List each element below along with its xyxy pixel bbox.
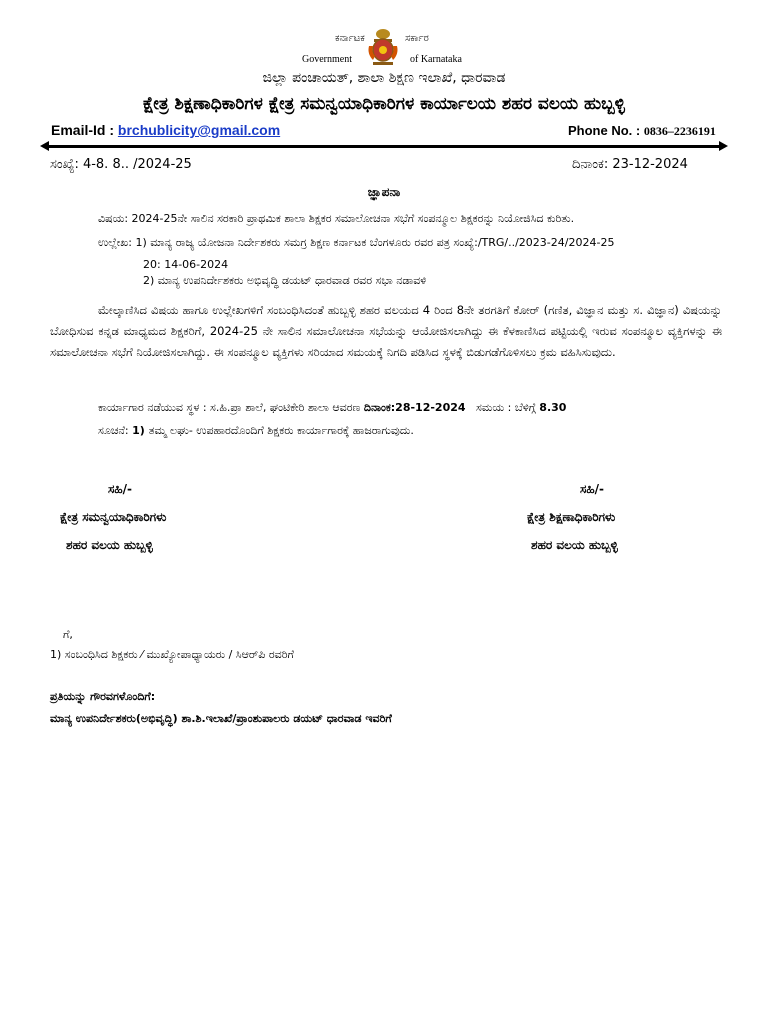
venue-line [98, 401, 566, 415]
emblem-label-kn-right: ಸರ್ಕಾರ [405, 33, 429, 44]
divider-arrow-right-icon [719, 141, 728, 151]
time-value: 8.30 [539, 401, 567, 414]
meeting-date-value: 28-12-2024 [395, 401, 466, 414]
memo-heading: ಜ್ಞಾಪನಾ [367, 185, 401, 199]
copy-label: ಪ್ರತಿಯನ್ನು ಗೌರವಗಳೊಂದಿಗೆ: [50, 690, 156, 703]
body-paragraph: ಮೇಲ್ಕಾಣಿಸಿದ ವಿಷಯ ಹಾಗೂ ಉಲ್ಲೇಖಗಳಿಗೆ ಸಂಬಂಧಿಸಿದಂತೆ ಹುಬ್ಬಳ್ಳಿ ಶಹರ ವಲಯದ 4 ರಿಂದ 8ನೇ ತರಗತಿಗೆ ಕೋರ್ (ಗಣಿತ, ವಿಜ್ಞಾನ ಮತ್ತು ಸ. ವಿಜ್ಞಾನ) ವಿಷಯನ್ನು ಬೋಧಿಸುವ ಕನ್ನಡ ಮಾಧ್ಯಮದ ಶಿಕ್ಷಕರಿಗೆ, 2024-25 ನೇ ಸಾಲಿನ ಸಮಾಲೋಚನಾ ಸಭೆಯನ್ನು ಆಯೋಜಿಸಲಾಗಿದ್ದು ಈ ಕೆಳಕಾಣಿಸಿದ ಪಟ್ಟಿಯಲ್ಲಿ ಇರುವ ಸಂಪನ್ಮೂಲ ವ್ಯಕ್ತಿಗಳನ್ನು ಈ ಸಮಾಲೋಚನಾ ಸಭೆಗೆ ನಿಯೋಜಿಸಲಾಗಿದ್ದು. ಈ ಸಂಪನ್ಮೂಲ ವ್ಯಕ್ತಿಗಳು ಸರಿಯಾದ ಸಮಯಕ್ಕೆ ನಿಗದಿ ಪಡಿಸಿದ ಸ್ಥಳಕ್ಕೆ ಬಿಡುಗಡೆಗೊಳಿಸಲು ಕ್ರಮ ವಹಿಸಿಸುವುದು. [50, 303, 722, 359]
left-signatory-place: ಶಹರ ವಲಯ ಹುಬ್ಬಳ್ಳಿ [66, 538, 153, 552]
reference-1: ಉಲ್ಲೇಖ: 1) ಮಾನ್ಯ ರಾಜ್ಯ ಯೋಜನಾ ನಿರ್ದೇಶಕರು ಸಮಗ್ರ ಶಿಕ್ಷಣ ಕರ್ನಾಟಕ ಬೆಂಗಳೂರು ರವರ ಪತ್ರ ಸಂಖ್ಯೆ:/TRG/../2023-24/2024-25 [98, 236, 615, 249]
emblem-label-en-left: Government [302, 54, 352, 65]
venue-value: ಸ.ಹಿ.ಪ್ರಾ ಶಾಲೆ, ಘಂಟಿಕೇರಿ ಶಾಲಾ ಆವರಣ [210, 401, 364, 414]
note-line [98, 424, 414, 438]
reference-1-continued: 20: 14-06-2024 [143, 258, 229, 271]
emblem-label-en-right: of Karnataka [410, 54, 462, 65]
right-signature: ಸಹಿ/- [580, 482, 604, 496]
email-label: Email-Id : [51, 122, 118, 138]
state-emblem [365, 28, 401, 68]
venue-label: ಕಾರ್ಯಾಗಾರ ನಡೆಯುವ ಸ್ಥಳ : [98, 401, 211, 414]
phone-number: 0836–2236191 [643, 124, 716, 138]
time-label: ಸಮಯ : ಬೆಳಿಗ್ಗೆ [476, 401, 540, 414]
meeting-date-label: ದಿನಾಂಕ: [363, 401, 396, 414]
karnataka-emblem-icon [365, 28, 401, 68]
phone-label: Phone No. : [568, 123, 644, 138]
note-number: 1) [132, 424, 149, 437]
reference-2: 2) ಮಾನ್ಯ ಉಪನಿರ್ದೇಶಕರು ಅಭಿವೃದ್ಧಿ ಡಯಟ್ ಧಾರವಾಡ ರವರ ಸಭಾ ನಡಾವಳಿ [143, 274, 427, 287]
email-line [51, 122, 280, 138]
divider-arrow-left-icon [40, 141, 49, 151]
recipient-1: 1) ಸಂಬಂಧಿಸಿದ ಶಿಕ್ಷಕರು ⁄ ಮುಖ್ಯೋಪಾಧ್ಯಾಯರು / ಸಿಆರ್‌ಪಿ ರವರಿಗೆ [50, 648, 294, 661]
district-line: ಜಿಲ್ಲಾ ಪಂಚಾಯತ್, ಶಾಲಾ ಶಿಕ್ಷಣ ಇಲಾಖೆ, ಧಾರವಾಡ [262, 70, 506, 86]
right-signatory-title: ಕ್ಷೇತ್ರ ಶಿಕ್ಷಣಾಧಿಕಾರಿಗಳು [527, 510, 616, 524]
note-label: ಸೂಚನೆ: [98, 424, 133, 437]
subject-line: ವಿಷಯ: 2024-25ನೇ ಸಾಲಿನ ಸರಕಾರಿ ಪ್ರಾಥಮಿಕ ಶಾಲಾ ಶಿಕ್ಷಕರ ಸಮಾಲೋಚನಾ ಸಭೆಗೆ ಸಂಪನ್ಮೂಲ ಶಿಕ್ಷಕರನ್ನು ನಿಯೋಜಿಸಿದ ಕುರಿತು. [98, 212, 575, 225]
letter-date: ದಿನಾಂಕ: 23-12-2024 [572, 157, 688, 172]
phone-line [568, 123, 716, 139]
to-label: ಗೆ, [63, 628, 73, 641]
emblem-label-kn-left: ಕರ್ನಾಟಕ [335, 33, 365, 44]
copy-recipient-1: ಮಾನ್ಯ ಉಪನಿರ್ದೇಶಕರು(ಅಭಿವೃದ್ಧಿ) ಶಾ.ಶಿ.ಇಲಾಖೆ/ಪ್ರಾಂಶುಪಾಲರು ಡಯಟ್ ಧಾರವಾಡ ಇವರಿಗೆ [50, 712, 392, 725]
office-title: ಕ್ಷೇತ್ರ ಶಿಕ್ಷಣಾಧಿಕಾರಿಗಳ ಕ್ಷೇತ್ರ ಸಮನ್ವಯಾಧಿಕಾರಿಗಳ ಕಾರ್ಯಾಲಯ ಶಹರ ವಲಯ ಹುಬ್ಬಳ್ಳಿ [143, 94, 625, 114]
right-signatory-place: ಶಹರ ವಲಯ ಹುಬ್ಬಳ್ಳಿ [531, 538, 618, 552]
left-signature: ಸಹಿ/- [108, 482, 132, 496]
email-link[interactable]: brchublicity@gmail.com [117, 122, 281, 138]
reference-number: ಸಂಖ್ಯೆ: 4-8. 8.. /2024-25 [50, 157, 192, 172]
header-divider [46, 145, 722, 148]
note-text: ತಮ್ಮ ಲಘು- ಉಪಹಾರದೊಂದಿಗೆ ಶಿಕ್ಷಕರು ಕಾರ್ಯಾಗಾರಕ್ಕೆ ಹಾಜರಾಗುವುದು. [148, 424, 414, 437]
left-signatory-title: ಕ್ಷೇತ್ರ ಸಮನ್ವಯಾಧಿಕಾರಿಗಳು [60, 510, 167, 524]
